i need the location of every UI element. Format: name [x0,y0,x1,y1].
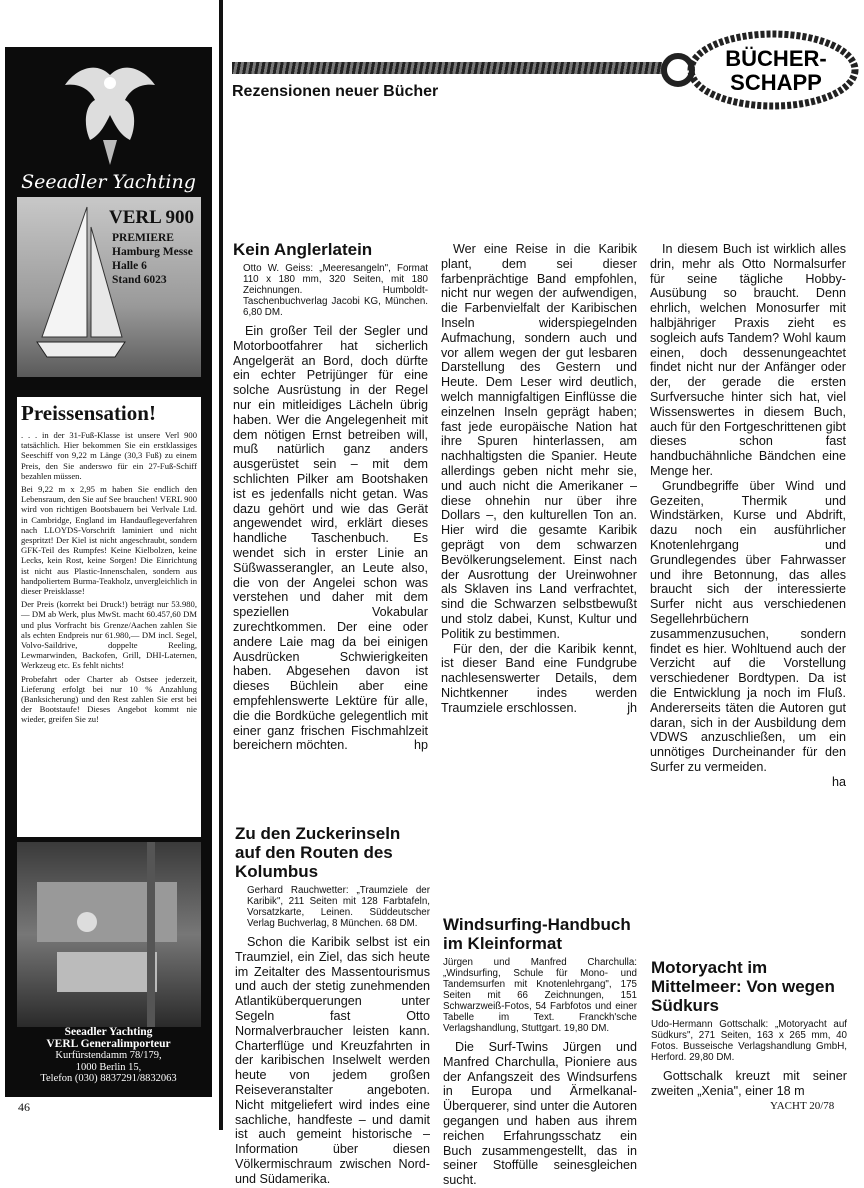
logo-line-1: BÜCHER- [725,46,827,71]
article-windsurf [443,915,637,1188]
author-sig: ha [831,774,846,789]
article-motoryacht [651,958,847,1099]
rope-knot-logo [658,30,858,110]
advertisement [5,47,212,1097]
ad-paragraph: Probefahrt oder Charter ab Ostsee jederzeit, Lieferung erfolgt bei nur 10 % Anzahlung (Banksicherung) und den Rest zahlen Sie erst bei der Bootstaufe! Dieses Angebot kommt nie wieder, greifen Sie zu! [21,673,197,725]
article-zucker-cont [441,242,637,862]
article-body: Grundbegriffe über Wind und Gezeiten, Thermik und Windstärken, Kurse und Abdrift, dazu noch ein ausführlicher Knotenlehrgang und Grundlegendes über Fahrwasser und ihre Betonnung, das alles braucht sich der interessierte Surfer nicht aus verschiedenen Segellehrbüchern zusammenzusuchen, sondern findet es hier. Wohltuend auch der Verzicht auf die Vorstellung verschiedener Bordtypen. Da ist die Entwicklung ja noch im Fluß. Andererseits täten die Autoren gut daran, sich in der Ausbildung dem VDWS anzuschließen, um ein unnötiges Durcheinander für den Surfer zu vermeiden. [650,478,846,774]
article-title: Zu den Zuckerinseln auf den Routen des Kolumbus [235,824,401,881]
article-body: Für den, der die Karibik kennt, ist dieser Band eine Fundgrube nachlesenswerter Details, dem Nichtkenner indes werden Traumziele erschlossen. [441,641,637,715]
ad-brand: Seeadler Yachting [21,171,196,193]
rope-rule [232,62,662,74]
article-title: Windsurfing-Handbuch im Kleinformat [443,915,631,953]
article-meta: Gerhard Rauchwetter: „Traumziele der Karibik", 211 Seiten mit 128 Farbtafeln, Vorsatzkarte, Leinen. Süddeutscher Verlag Buchverlag, 8 München. 68 DM. [247,885,430,929]
section-title: Rezensionen neuer Bücher [232,83,439,100]
article-body: Schon die Karibik selbst ist ein Traumziel, ein Ziel, das sich heute im Zeitalter des Massentourismus und auch der stetig zunehmenden Atlantiküberquerungen unter Segeln fast Otto Normalverbraucher leisten kann. Charterflüge und Kreuzfahrten in der karibischen Inselwelt werden heute von jedem großen Reiseveranstalter angeboten. Nicht mitgeliefert wird indes eine sachliche, handfeste – und damit ist auch gemeint historische – Information über diesen Völkermischraum zwischen Nord- und Südamerika. [235,935,430,1186]
article-body: In diesem Buch ist wirklich alles drin, mehr als Otto Normalsurfer für seine tägliche Hobby-Ausübung so braucht. Denn ehrlich, welchen Monosurfer mit halbjähriger Praxis zieht es sogleich aufs Tandem? Wohl kaum einen, doch dessenungeachtet findet nicht nur der Anfänger oder der, der gerade die ersten Surfversuche hinter sich hat, viel Wissenswertes in diesem Buch, auch für den Fortgeschrittenen gibt dieses schon fast handbuchähnliche Bändchen eine Menge her. [650,242,846,478]
author-sig: jh [627,700,637,715]
sailboat-photo [17,197,201,377]
article-windsurf-cont [650,242,846,902]
page-number: 46 [18,1100,30,1114]
article-title: Kein Anglerlatein [233,240,373,259]
article-title: Motoryacht im Mittelmeer: Von wegen Südkurs [651,958,835,1015]
ad-footer: Seeadler Yachting VERL Generalimporteur Kurfürstendamm 78/179, 1000 Berlin 15, Telefon (030) 8837291/8832063 [40,1026,177,1084]
author-sig: hp [413,738,428,753]
ad-copy [17,397,201,837]
ad-headline: Preissensation! [21,401,156,425]
article-zucker [235,824,430,1186]
article-meta: Otto W. Geiss: „Meeresangeln", Format 110 x 180 mm, 320 Seiten, mit 180 Zeichnungen. Humboldt-Taschenbuchverlag Jacobi KG, München. 6,80 DM. [243,263,428,318]
article-body: Gottschalk kreuzt mit seiner zweiten „Xenia", einer 18 m [651,1069,847,1098]
article-body: Ein großer Teil der Segler und Motorbootfahrer hat sicherlich Angelgerät an Bord, doch dürfte ein echter Petrijünger für eine solche Ausrüstung in der Regel nur ein mitleidiges Lächeln übrig haben. Wer die Angelegenheit mit dem nötigen Ernst betreiben will, muß natürlich ganz anders ausgerüstet sein – mit dem schlichten Pilker am Bootshaken ist es jedenfalls nicht getan. Was dazu gehört und wie das Gerät angewendet wird, erklärt dieses handliche Taschenbuch. Es wendet sich in erster Linie an Süßwasserangler, an Leute also, die von der Angelei schon was verstehen und daher mit dem speziellen Vokabular zurechtkommen. Der eine oder andere Laie mag da bei einigen Ausdrücken Schwierigkeiten haben. Abgesehen davon ist dieses Büchlein aber eine empfehlenswerte Lektüre für alle, die die Bordküche gelegentlich mit einer ganz frischen Fischmahlzeit bereichern möchten. [233,324,428,753]
column-divider [219,0,223,1130]
ad-paragraph: Der Preis (korrekt bei Druck!) beträgt nur 53.980,— DM ab Werk, plus MwSt. macht 60.457,60 DM und plus Vorfracht bis Grenze/Aachen zahlen Sie als echten Endpreis nur 61.980,— DM incl. Segel, Volvo-Saildrive, doppelte Reeling, Lewmarwinden, Backofen, Grill, DHI-Laternen, Werkzeug etc. Es fehlt nichts! [21,599,197,671]
article-angler [233,240,428,753]
article-meta: Jürgen und Manfred Charchulla: „Windsurfing, Schule für Mono- und Tandemsurfen mit Knotenlehrgang", 175 Seiten mit 66 Zeichnungen, 151 Schwarzweiß-Fotos, 54 Farbfotos und einer Tabelle im Text. Franckh'sche Verlagshandlung, Stuttgart. 19,80 DM. [443,957,637,1034]
article-body: Die Surf-Twins Jürgen und Manfred Charchulla, Pioniere aus der Anfangszeit des Windsurfens in Europa und Ärmelkanal-Überquerer, sind unter die Autoren gegangen und haben aus ihrem reichen Erfahrungsschatz ein Buch zusammengestellt, das in seiner Stoffülle seinesgleichen sucht. [443,1040,637,1188]
issue-label: YACHT 20/78 [770,1100,835,1112]
ad-paragraph: . . . in der 31-Fuß-Klasse ist unsere Verl 900 tatsächlich. Hier bekommen Sie ein erstklassiges Seeschiff von 9,22 m Länge (30,3 Fuß) zu einem Preis, den Sie anderswo für ein 27-Fuß-Schiff bezahlen müssen. [21,430,197,481]
article-meta: Udo-Hermann Gottschalk: „Motoryacht auf Südkurs", 271 Seiten, 163 x 265 mm, 40 Fotos. Busseische Verlagshandlung GmbH, Herford. 29,80 DM. [651,1019,847,1063]
logo-line-2: SCHAPP [730,70,822,95]
premiere-text: PREMIERE Hamburg Messe Halle 6 Stand 6023 [112,232,193,286]
cabin-photo [17,842,201,1027]
article-body: Wer eine Reise in die Karibik plant, dem sei dieser farbenprächtige Band empfohlen, nicht nur wegen der aufwendigen, die Farbenvielfalt der Karibischen Inseln widerspiegelnden Aufmachung, sondern auch und vor allem wegen der gut lesbaren Darstellung des Gestern und Heute. Dem Leser wird deutlich, welch mannigfaltigen Einflüsse die einzelnen Inseln geprägt haben; fast jede europäische Nation hat ihre Spuren hinterlassen, am nachhaltigsten die Spanier. Heute allerdings geben nicht mehr sie, und auch nicht die Amerikaner – diese ohnehin nur über ihre Dollars –, den kulturellen Ton an. Hier wird die gesamte Karibik geprägt von dem schwarzen Bevölkerungselement. Einst nach der Ausrottung der Ureinwohner als Sklaven ins Land verfrachtet, sind die Schwarzen selbstbewußt und stolz dabei, Kunst, Kultur und Politik zu bestimmen. [441,242,637,641]
eagle-icon [65,55,155,175]
boat-name: VERL 900 [109,207,194,228]
ad-paragraph: Bei 9,22 m x 2,95 m haben Sie endlich den Lebensraum, den Sie auf See brauchen! VERL 900 wird von richtigen Bootsbauern bei Verlvale Ltd. in Cambridge, England im Handauflegeverfahren nach LLOYDS-Vorschrift laminiert und nicht gespritzt! Der Kiel ist nicht angeschraubt, sondern GFK-Teil des Rumpfes! Keine Kielbolzen, keine Lecks, kein Rost, keine Sorgen! Die Einrichtung ist nicht aus Plastic-Innenschalen, sondern aus handpoliertem Burma-Teakholz, unvergleichlich in dieser Preisklasse! [21,484,197,597]
